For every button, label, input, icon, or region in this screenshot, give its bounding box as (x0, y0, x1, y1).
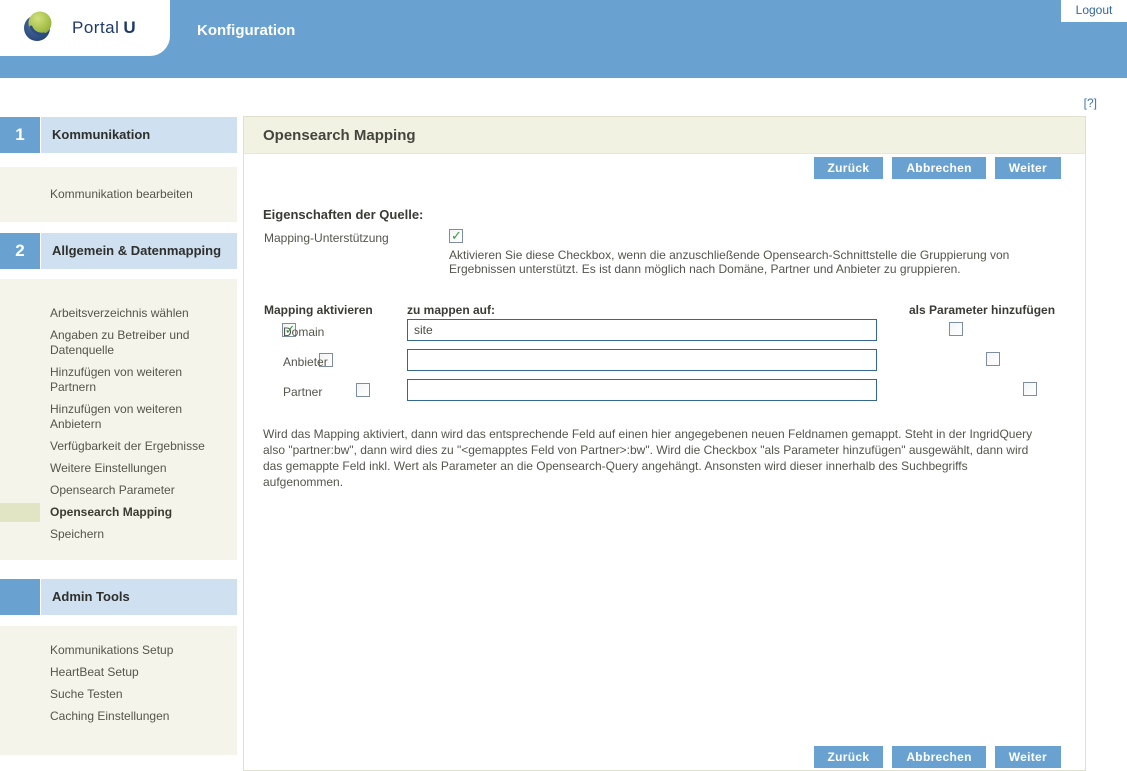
partner-mapping-input[interactable] (407, 379, 877, 401)
section-title: Allgemein & Datenmapping (41, 233, 237, 269)
column-header-als-parameter: als Parameter hinzufügen (909, 303, 1056, 317)
domain-label: Domain (283, 325, 325, 339)
help-link[interactable]: [?] (1083, 96, 1097, 110)
next-button[interactable]: Weiter (995, 157, 1061, 179)
anbieter-mapping-input[interactable] (407, 349, 877, 371)
cancel-button[interactable]: Abbrechen (892, 746, 985, 768)
top-button-row (814, 157, 1061, 179)
section-number-badge (0, 579, 40, 615)
sidebar-item-verfuegbarkeit[interactable]: Verfügbarkeit der Ergebnisse (50, 439, 205, 453)
cancel-button[interactable]: Abbrechen (892, 157, 985, 179)
page-title: Konfiguration (197, 22, 296, 39)
sidebar-item-kommunikations-setup[interactable]: Kommunikations Setup (50, 643, 174, 657)
domain-as-parameter-checkbox[interactable] (949, 322, 963, 336)
sidebar-item-suche-testen[interactable]: Suche Testen (50, 687, 123, 701)
panel-title: Opensearch Mapping (263, 127, 416, 144)
section-title: Kommunikation (41, 117, 237, 153)
column-header-mapping-aktivieren: Mapping aktivieren (264, 303, 373, 317)
sidebar-item-kommunikation-bearbeiten[interactable]: Kommunikation bearbeiten (50, 187, 193, 201)
sidebar-item-heartbeat-setup[interactable]: HeartBeat Setup (50, 665, 139, 679)
domain-mapping-input[interactable] (407, 319, 877, 341)
source-properties-heading: Eigenschaften der Quelle: (263, 207, 424, 222)
panel-titlebar (244, 117, 1085, 154)
bottom-button-row (814, 746, 1061, 768)
back-button[interactable]: Zurück (814, 157, 884, 179)
next-button[interactable]: Weiter (995, 746, 1061, 768)
sidebar-item-opensearch-mapping[interactable]: Opensearch Mapping (0, 505, 237, 520)
sidebar-section-allgemein-datenmapping (0, 233, 237, 269)
sidebar-item-arbeitsverzeichnis[interactable]: Arbeitsverzeichnis wählen (50, 306, 189, 320)
sidebar-item-caching-einstellungen[interactable]: Caching Einstellungen (50, 709, 170, 723)
sidebar-group (0, 279, 237, 560)
mapping-support-help-text: Aktivieren Sie diese Checkbox, wenn die anzuschließende Opensearch-Schnittstelle die Gruppierung von Ergebnissen unterstützt. Es ist dann möglich nach Domäne, Partner und Anbieter zu gruppieren. (449, 248, 1010, 276)
sidebar-item-angaben-betreiber[interactable]: Angaben zu Betreiber und Datenquelle (50, 328, 190, 357)
mapping-description-text: Wird das Mapping aktiviert, dann wird das entsprechende Feld auf einen hier angegebenen neuen Feldnamen gemappt. Steht in der IngridQuery also "partner:bw", dann wird dies zu "<gemapptes Feld von Partner>:bw". Wird die Checkbox "als Parameter hinzufügen" ausgewählt, dann wird das gemappte Feld inkl. Wert als Parameter an die Opensearch-Query angehängt. Ansonsten wird dieser innerhalb des Suchbegriffs aufgenommen. (263, 427, 1033, 489)
sidebar (0, 0, 237, 771)
partner-label: Partner (283, 385, 323, 399)
mapping-support-checkbox[interactable] (449, 229, 463, 243)
main-panel (243, 116, 1086, 771)
sidebar-item-opensearch-parameter[interactable]: Opensearch Parameter (50, 483, 175, 497)
sidebar-group (0, 167, 237, 222)
sidebar-item-weitere-anbieter[interactable]: Hinzufügen von weiteren Anbietern (50, 402, 183, 431)
back-button[interactable]: Zurück (814, 746, 884, 768)
section-title: Admin Tools (41, 579, 237, 615)
partner-as-parameter-checkbox[interactable] (1023, 382, 1037, 396)
section-number-badge: 2 (0, 233, 40, 269)
partner-enable-checkbox[interactable] (356, 383, 370, 397)
mapping-support-label: Mapping-Unterstützung (264, 231, 389, 245)
sidebar-item-speichern[interactable]: Speichern (50, 527, 105, 541)
logo-portal-text: Portal (72, 18, 120, 37)
logo-u-text: U (123, 18, 137, 37)
anbieter-as-parameter-checkbox[interactable] (986, 352, 1000, 366)
sidebar-section-admin-tools (0, 579, 237, 615)
sidebar-section-kommunikation (0, 117, 237, 153)
logout-button[interactable]: Logout (1061, 0, 1127, 22)
section-number-badge: 1 (0, 117, 40, 153)
column-header-zu-mappen-auf: zu mappen auf: (407, 303, 496, 317)
sidebar-item-weitere-partner[interactable]: Hinzufügen von weiteren Partnern (50, 365, 183, 394)
sidebar-group (0, 626, 237, 755)
sidebar-item-weitere-einstellungen[interactable]: Weitere Einstellungen (50, 461, 167, 475)
anbieter-label: Anbieter (283, 355, 328, 369)
